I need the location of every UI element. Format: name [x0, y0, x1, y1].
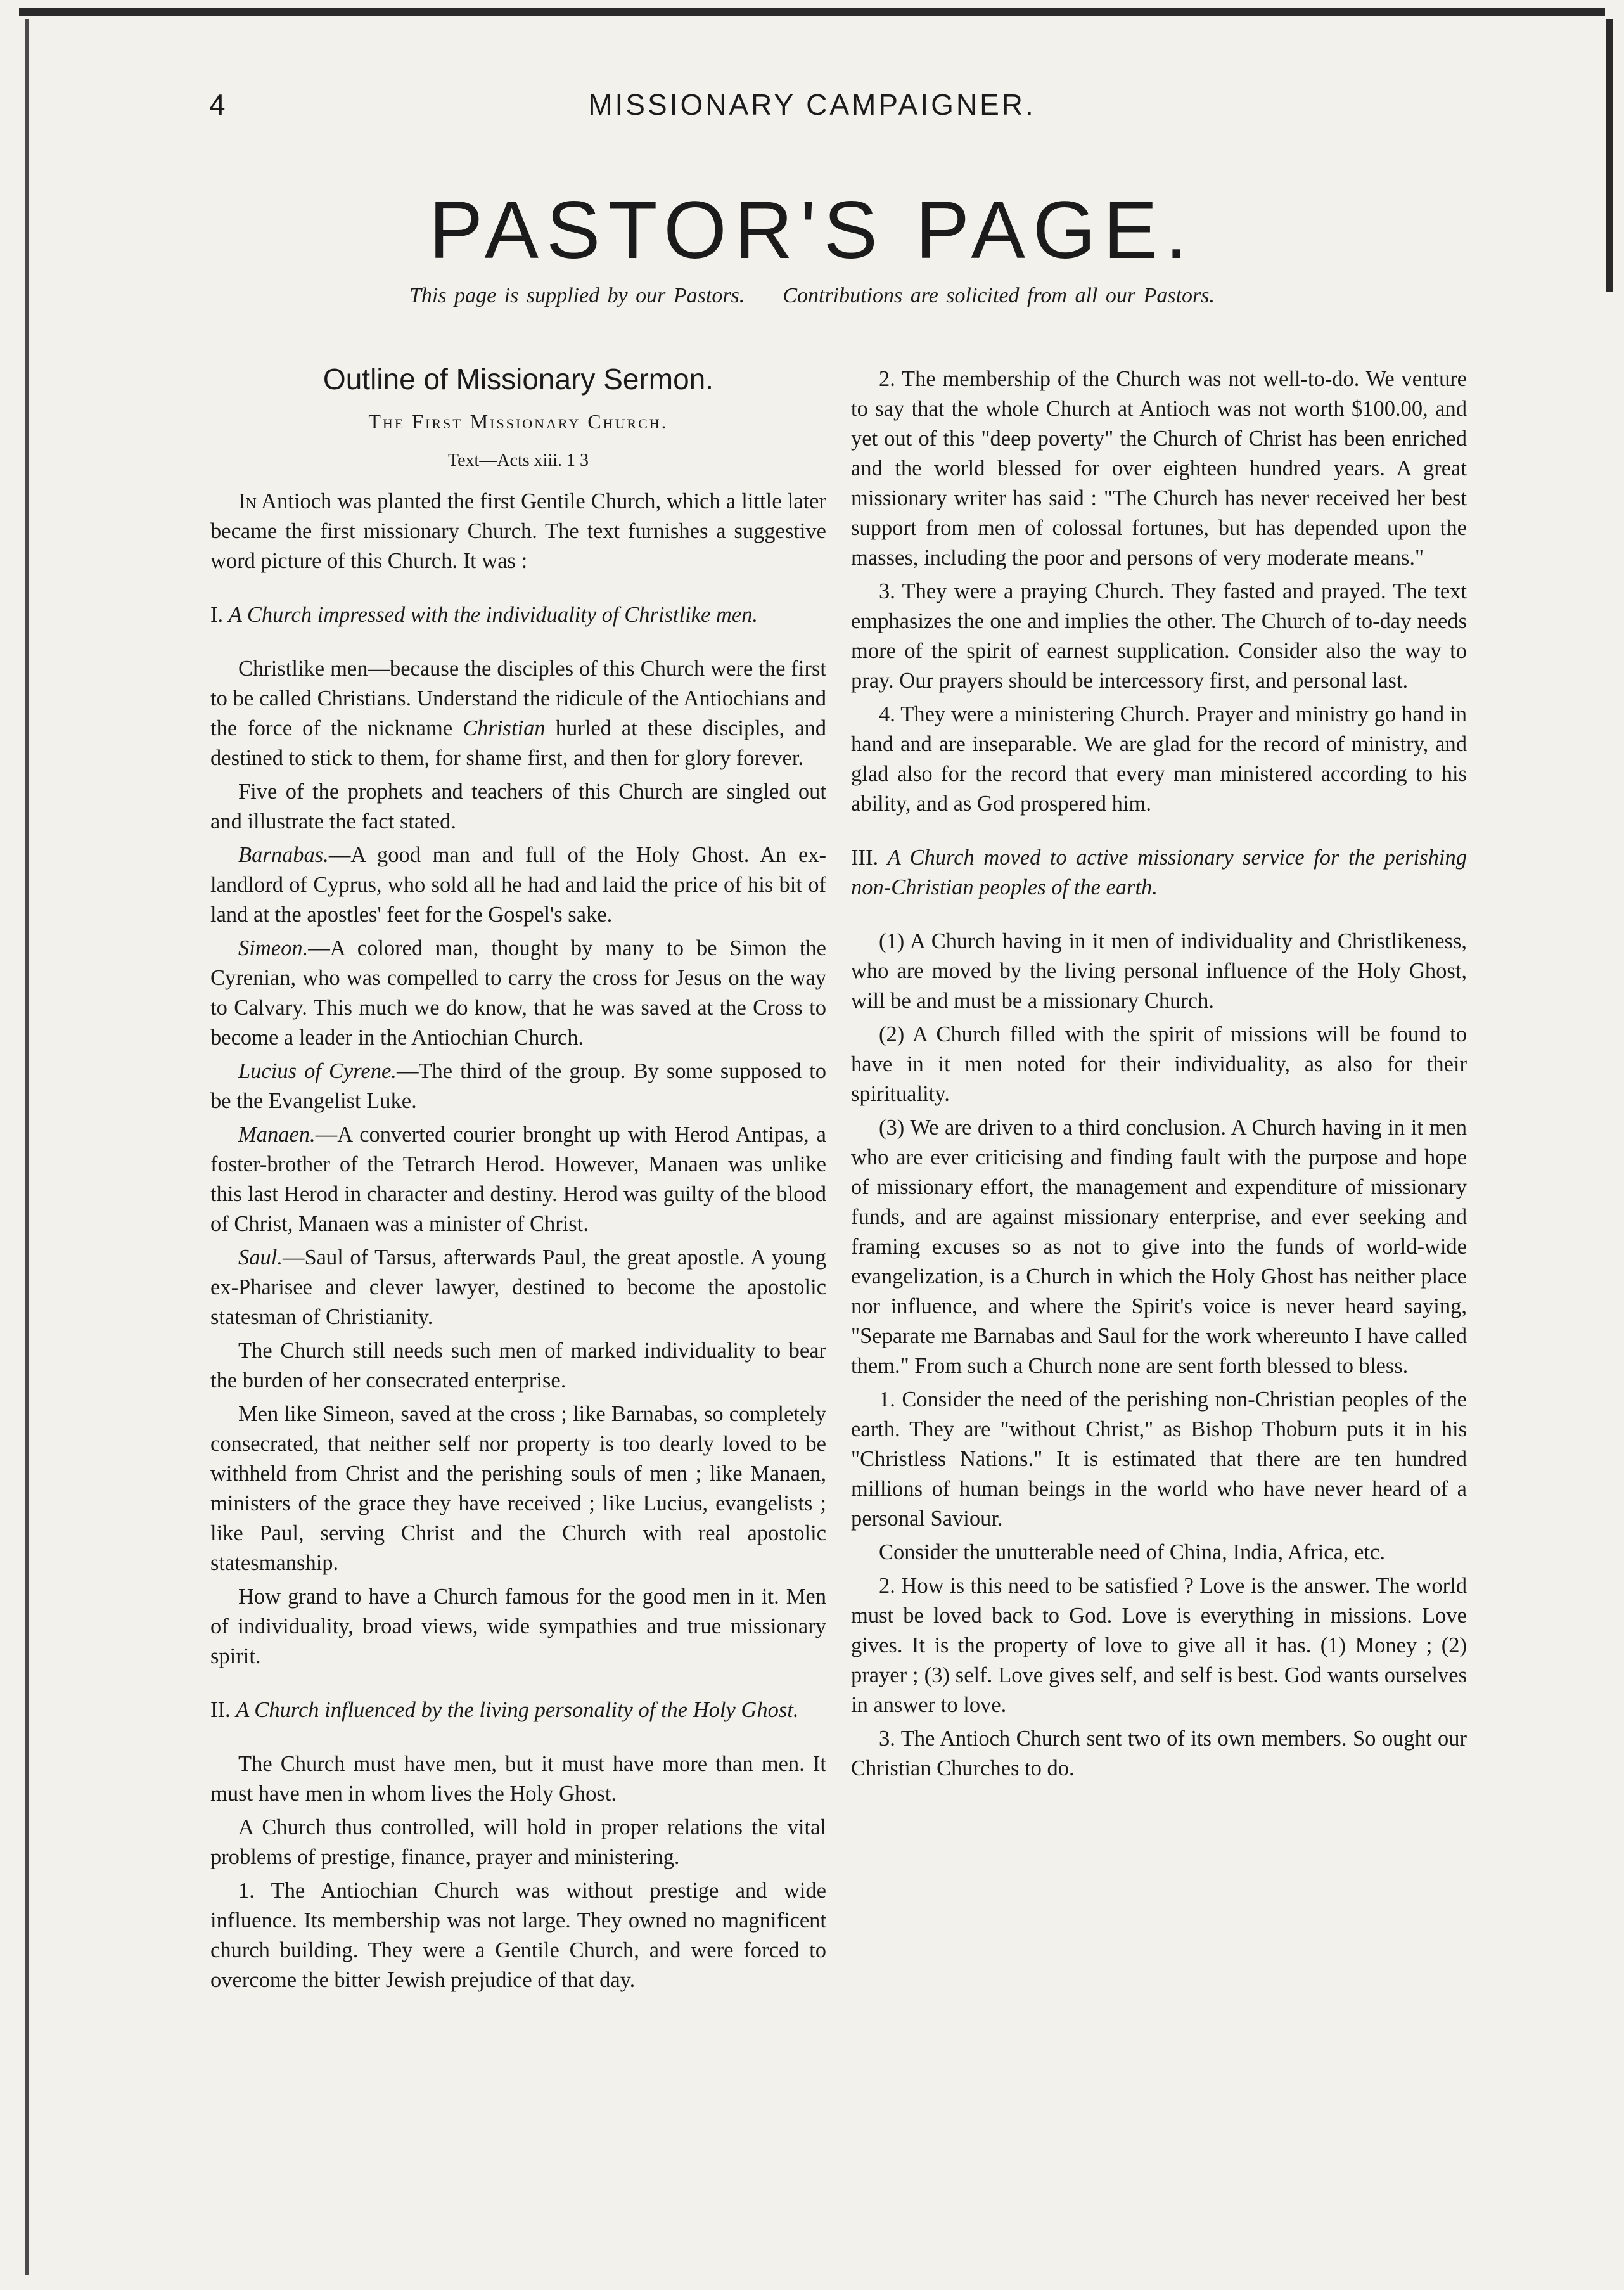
paragraph-lucius: Lucius of Cyrene.—The third of the group. By some supposed to be the Evangelist Luke. [210, 1059, 826, 1113]
subtitle-right: Contributions are solicited from all our Pastors. [783, 284, 1215, 307]
paragraph-barnabas: Barnabas.—A good man and full of the Holy Ghost. An ex-landlord of Cyprus, who sold all he had and laid the price of his bit of land at the apostles' feet for the Gospel's sake. [210, 843, 826, 927]
paragraph-unutterable-need: Consider the unutterable need of China, India, Africa, etc. [879, 1540, 1385, 1564]
left-column [210, 364, 826, 1999]
paragraph-membership: 2. The membership of the Church was not well-to-do. We venture to say that the whole Church at Antioch was not worth $100.00, and yet out of this "deep poverty" the Church of Christ has been enriched and the world blessed for over eighteen hundred years. A great missionary writer has said : "The Church has never received her best support from men of colossal fortunes, but has depended upon the masses, including the poor and persons of very moderate means." [851, 367, 1467, 570]
paragraph-manaen: Manaen.—A converted courier bronght up with Herod Antipas, a foster-brother of the Tetrarch Herod. However, Manaen was unlike this last Herod in character and destiny. Herod was guilty of the blood of Christ, Manaen was a minister of Christ. [210, 1122, 826, 1236]
paragraph-iii-2: (2) A Church filled with the spirit of missions will be found to have in it men noted for their individuality, as also for their spirituality. [851, 1022, 1467, 1106]
paragraph-thus-controlled: A Church thus controlled, will hold in proper relations the vital problems of prestige, finance, prayer and ministering. [210, 1815, 826, 1869]
paragraph-antioch-sent: 3. The Antioch Church sent two of its own members. So ought our Christian Churches to do. [851, 1727, 1467, 1780]
intro-first-word: In [238, 489, 257, 513]
running-head: MISSIONARY CAMPAIGNER. [588, 88, 1036, 121]
paragraph-iii-1: (1) A Church having in it men of individuality and Christlikeness, who are moved by the living personal influence of the Holy Ghost, will be and must be a missionary Church. [851, 929, 1467, 1013]
sermon-subtitle: The First Missionary Church. [368, 410, 668, 433]
paragraph-love-answer: 2. How is this need to be satisfied ? Love is the answer. The world must be loved back to God. Love is everything in missions. Love gives. It is the property of love to give all it has. (1) Money ; (2) prayer ; (3) self. Love gives self, and self is best. God wants ourselves in answer to love. [851, 1574, 1467, 1717]
paragraph-five-prophets: Five of the prophets and teachers of this Church are singled out and illustrate the fact stated. [210, 780, 826, 833]
paragraph-prestige: 1. The Antiochian Church was without prestige and wide influence. Its membership was not large. They owned no magnificent church building. They were a Gentile Church, and were forced to overcome the bitter Jewish prejudice of that day. [210, 1879, 826, 1992]
subtitle-left: This page is supplied by our Pastors. [409, 284, 745, 307]
intro-paragraph: In Antioch was planted the first Gentile Church, which a little later became the first missionary Church. The text furnishes a suggestive word picture of this Church. It was : [210, 489, 826, 573]
top-border-rule [19, 8, 1605, 16]
paragraph-church-still: The Church still needs such men of marked individuality to bear the burden of her consecrated enterprise. [210, 1339, 826, 1393]
paragraph-saul: Saul.—Saul of Tarsus, afterwards Paul, the great apostle. A young ex-Pharisee and clever lawyer, destined to become the apostolic statesman of Christianity. [210, 1245, 826, 1329]
page-subtitle [0, 284, 1624, 308]
heading-one: I. A Church impressed with the individuality of Christlike men. [210, 603, 758, 627]
scripture-reference: Text—Acts xiii. 1 3 [447, 451, 589, 470]
paragraph-ministering: 4. They were a ministering Church. Prayer and ministry go hand in hand and are inseparable. We are glad for the record of ministry, and glad also for the record that every man ministered according to his ability, and as God prospered him. [851, 702, 1467, 816]
paragraph-how-grand: How grand to have a Church famous for the good men in it. Men of individuality, broad views, wide sympathies and true missionary spirit. [210, 1585, 826, 1668]
paragraph-simeon: Simeon.—A colored man, thought by many to be Simon the Cyrenian, who was compelled to carry the cross for Jesus on the way to Calvary. This much we do know, that he was saved at the Cross to become a leader in the Antiochian Church. [210, 936, 826, 1050]
page-number: 4 [209, 88, 226, 121]
heading-two: II. A Church influenced by the living personality of the Holy Ghost. [210, 1698, 799, 1722]
left-margin-rule [25, 19, 29, 2275]
right-column [851, 364, 1467, 1787]
paragraph-must-have: The Church must have men, but it must have more than men. It must have men in whom lives the Holy Ghost. [210, 1752, 826, 1806]
paragraph-men-like: Men like Simeon, saved at the cross ; like Barnabas, so completely consecrated, that neither self nor property is too dearly loved to be withheld from Christ and the perishing souls of men ; like Manaen, ministers of the grace they have received ; like Lucius, evangelists ; like Paul, serving Christ and the Church with real apostolic statesmanship. [210, 1402, 826, 1575]
paragraph-praying: 3. They were a praying Church. They fasted and prayed. The text emphasizes the one and implies the other. The Church of to-day needs more of the spirit of earnest supplication. Consider also the way to pray. Our prayers should be intercessory first, and personal last. [851, 579, 1467, 693]
paragraph-christlike: Christlike men—because the disciples of this Church were the first to be called Christians. Understand the ridicule of the Antiochians and the force of the nickname Christian hurled at these disciples, and destined to stick to them, for shame first, and then for glory forever. [210, 657, 827, 770]
heading-three: III. A Church moved to active missionary service for the perishing non-Christian peoples of the earth. [851, 846, 1467, 899]
paragraph-iii-3: (3) We are driven to a third conclusion. A Church having in it men who are ever criticising and finding fault with the purpose and hope of missionary effort, the management and expenditure of missionary funds, and are against missionary enterprise, and ever seeking and framing excuses so as not to give into the funds of world-wide evangelization, is a Church in which the Holy Ghost has neither place nor influence, and where the Spirit's voice is never heard saying, "Separate me Barnabas and Saul for the work whereunto I have called them." From such a Church none are sent forth blessed to bless. [851, 1116, 1467, 1378]
paragraph-consider-need: 1. Consider the need of the perishing non-Christian peoples of the earth. They are "without Christ," as Bishop Thoburn puts it in his "Christless Nations." It is estimated that there are ten hundred millions of human beings in the world who have never heard of a personal Saviour. [851, 1387, 1467, 1531]
page-title: PASTOR'S PAGE. [428, 185, 1196, 276]
sermon-title: Outline of Missionary Sermon. [323, 363, 714, 396]
